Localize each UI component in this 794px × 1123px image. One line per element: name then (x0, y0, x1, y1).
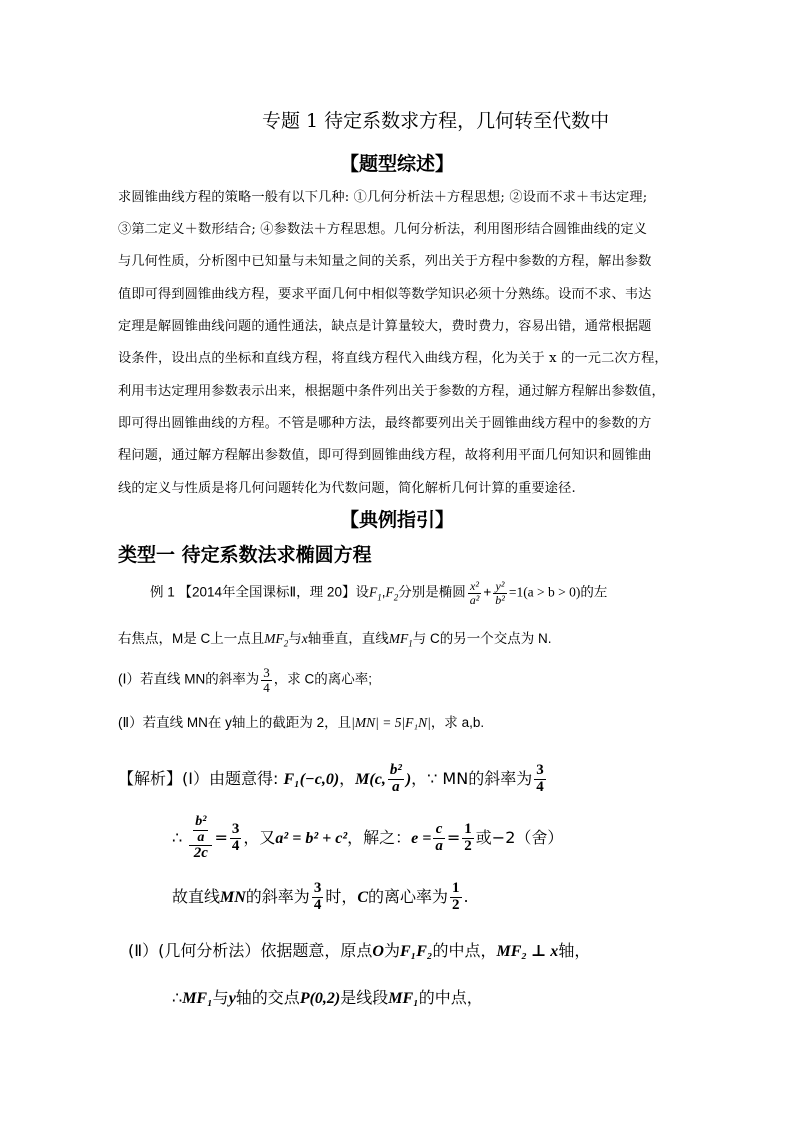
summary-line: 与几何性质，分析图中已知量与未知量之间的关系，列出关于方程中参数的方程，解出参数 (118, 254, 652, 269)
comma: , (381, 584, 386, 600)
fraction-1-2: $\frac{1}{2}$ (452, 880, 460, 913)
summary-line: 求圆锥曲线方程的策略一般有以下几种: ①几何分析法＋方程思想; ②设而不求＋韦达定理; (118, 190, 648, 205)
type-heading: 类型一 待定系数法求椭圆方程 (118, 544, 372, 566)
ellipse-condition: =1(a > b > 0) (508, 584, 581, 600)
solution-text: 的中点， (418, 988, 483, 1007)
solution-text: 与 (212, 988, 229, 1007)
summary-line: 线的定义与性质是将几何问题转化为代数问题，简化解析几何计算的重要途径. (118, 481, 576, 496)
equals-sign: = (214, 828, 228, 848)
solution-text: 的离心率为 (368, 886, 449, 906)
point-p: P(0,2) (299, 990, 341, 1007)
var-mf1: MF₁ (182, 990, 213, 1007)
question-text: ，求 a,b. (430, 715, 485, 730)
example-1-line-2 (118, 627, 552, 649)
solution-text: ，∵ MN的斜率为 (411, 768, 533, 788)
var-mf1: MF (388, 631, 409, 646)
fraction-3-4: $\frac{3}{4}$ (231, 821, 240, 855)
var-f1: F (368, 584, 378, 600)
example-1-line-1 (150, 580, 607, 606)
fraction-3-4: $\frac{3}{4}$ (313, 880, 322, 913)
solution-label: 【解析】(Ⅰ）由题意得: (118, 768, 279, 788)
solution-text: ，又 (243, 828, 276, 848)
var-y: y (228, 990, 236, 1007)
solution-text: 为 (383, 941, 400, 960)
summary-line: 利用韦达定理用参数表示出来，根据题中条件列出关于参数的方程，通过解方程解出参数值， (118, 384, 665, 399)
period: . (463, 886, 469, 906)
var-f1f2: F₁F₂ (399, 943, 433, 960)
equation-abc: a² = b² + c² (275, 830, 348, 848)
solution-text: 轴， (558, 941, 591, 960)
summary-line: 值即可得到圆锥曲线方程，要求平面几何中相似等数学知识必须十分熟练。设而不求、韦达 (118, 287, 652, 302)
fraction-c-a: $\frac{c}{a}$ (435, 821, 443, 855)
fraction-b2-a: $\frac{\text{b²}}{a}$ (389, 762, 402, 795)
solution-text: 故直线 (172, 886, 221, 906)
example-text: 轴垂直，直线 (307, 631, 389, 646)
example-text: 与 C的另一个交点为 N. (412, 631, 552, 646)
solution-text: 时， (325, 886, 358, 906)
solution-text: 的中点， (432, 941, 497, 960)
therefore-sign: ∴ (172, 828, 183, 848)
example-prefix: 例 1 【2014年全国课标Ⅱ，理 20】设 (150, 584, 369, 600)
question-text: (Ⅰ）若直线 MN的斜率为 (118, 671, 260, 687)
inner-fraction: $\frac{\text{b²}}{a}$ (195, 814, 207, 845)
fraction-3-4: $\frac{3}{4}$ (263, 665, 270, 695)
var-x: x (301, 631, 308, 646)
question-text: (Ⅱ）若直线 MN在 y轴上的截距为 2，且 (118, 715, 352, 730)
sub-1: 1 (408, 638, 413, 649)
solution-text: ，解之： (347, 828, 412, 848)
eccentricity-symbol: e = (411, 830, 432, 848)
page-title: 专题 1 待定系数求方程，几何转至代数中 (262, 110, 610, 132)
paren: ) (405, 770, 412, 788)
fraction-x2-a2: $\frac{\text{x²}}{\text{a²}}$ (469, 579, 480, 607)
example-text: 右焦点，M是 C上一点且 (118, 631, 265, 646)
solution-line-3 (172, 881, 469, 914)
example-text: 与 (288, 631, 302, 646)
point-m: M(c, (355, 770, 386, 788)
var-mf2: MF (264, 631, 284, 646)
summary-line: 程问题，通过解方程解出参数值，即可得到圆锥曲线方程，故将利用平面几何知识和圆锥曲 (118, 448, 652, 463)
compound-fraction: $\frac{\frac{\text{b²}}{a}}{2c}$ (189, 815, 212, 862)
sub-1: 1 (377, 592, 382, 603)
var-mf1: MF₁ (388, 990, 419, 1007)
fraction-y2-b2: $\frac{\text{y²}}{\text{b²}}$ (495, 579, 505, 607)
separator: ， (339, 768, 356, 788)
solution-text: 或−2（舍） (475, 828, 564, 848)
var-mn: MN (220, 888, 246, 906)
example-text: 的左 (580, 584, 608, 600)
solution-text: 轴的交点 (235, 988, 300, 1007)
section-heading-overview: 【题型综述】 (339, 153, 454, 175)
var-c: C (357, 888, 368, 906)
length-condition: |MN| = 5|F₁N| (351, 715, 431, 730)
question-text: ，求 C的离心率; (273, 671, 372, 687)
section-heading-examples: 【典例指引】 (339, 509, 454, 531)
sub-2: 2 (283, 638, 289, 649)
example-text: 分别是椭圆 (398, 584, 466, 600)
solution-text: 的斜率为 (245, 886, 310, 906)
solution-text: 是线段 (340, 988, 389, 1007)
fraction-1-2: $\frac{1}{2}$ (464, 821, 472, 855)
therefore-sign: ∴ (172, 988, 183, 1007)
solution-line-5 (172, 985, 483, 1008)
solution-text: (Ⅱ）(几何分析法）依据题意，原点 (128, 941, 373, 960)
question-2 (118, 711, 484, 731)
solution-line-1 (118, 763, 548, 796)
question-1 (118, 666, 372, 694)
perpendicular-expr: MF₂ ⊥ x (496, 943, 559, 960)
point-f1: F₁(−c,0) (283, 770, 340, 788)
sub-2: 2 (393, 592, 399, 603)
summary-line: ③第二定义＋数形结合; ④参数法＋方程思想。几何分析法，利用图形结合圆锥曲线的定义 (118, 222, 648, 237)
solution-line-2 (172, 815, 563, 862)
compound-numerator (189, 815, 212, 846)
var-f2: F (385, 584, 394, 600)
solution-line-4 (128, 938, 590, 961)
plus-sign: + (483, 584, 492, 600)
equals-sign: = (446, 828, 461, 848)
summary-line: 即可得出圆锥曲线的方程。不管是哪种方法，最终都要列出关于圆锥曲线方程中的参数的方 (118, 416, 652, 431)
var-o: O (372, 943, 384, 960)
summary-line: 设条件，设出点的坐标和直线方程，将直线方程代入曲线方程，化为关于 x 的一元二次方程， (118, 351, 668, 366)
fraction-3-4: $\frac{3}{4}$ (536, 762, 544, 795)
summary-line: 定理是解圆锥曲线问题的通性通法，缺点是计算量较大，费时费力，容易出错，通常根据题 (118, 319, 652, 334)
